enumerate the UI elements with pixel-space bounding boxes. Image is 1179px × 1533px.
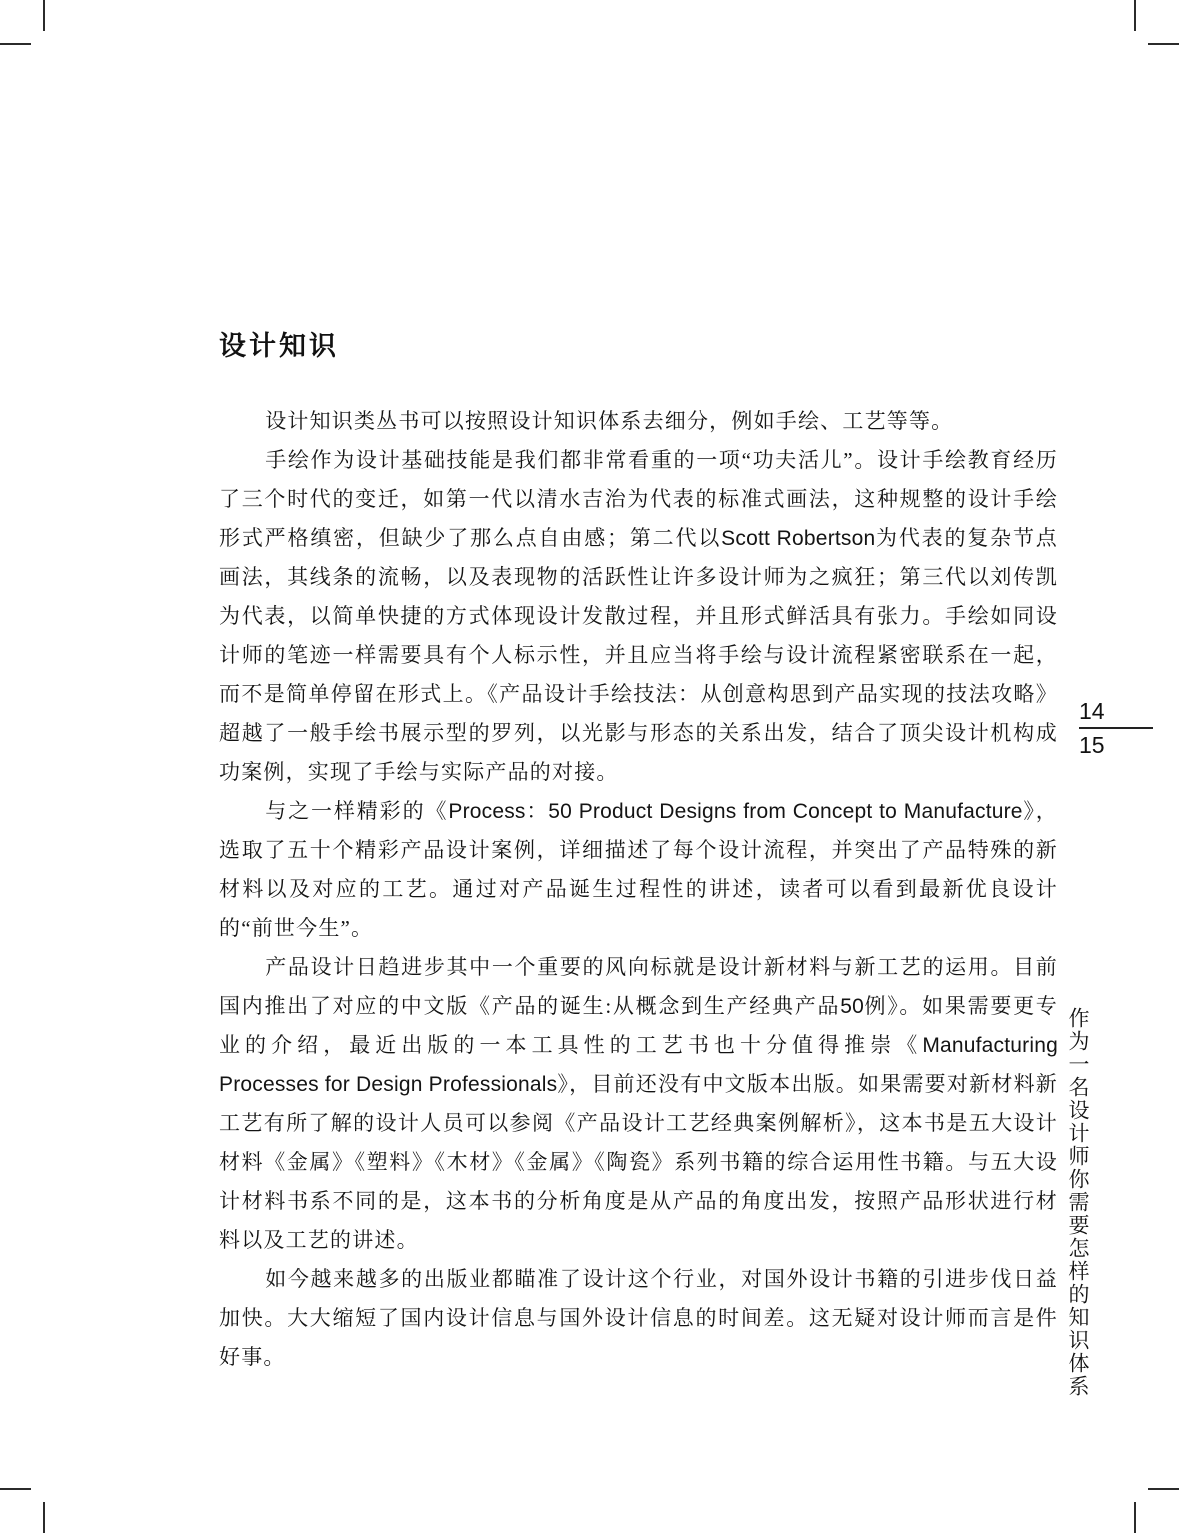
- paragraph: [219, 441, 1058, 792]
- chinese-text-segment: 与之一样精彩的《: [265, 799, 449, 823]
- chinese-text-segment: 为代表的复杂节点画法，其线条的流畅，以及表现物的活跃性让许多设计师为之疯狂；第三代以刘传凯为代表，以简单快捷的方式体现设计发散过程，并且形式鲜活具有张力。手绘如同设计师的笔迹一样需要具有个人标示性，并且应当将手绘与设计流程紧密联系在一起，而不是简单停留在形式上。《产品设计手绘技法：从创意构思到产品实现的技法攻略》超越了一般手绘书展示型的罗列，以光影与形态的关系出发，结合了顶尖设计机构成功案例，实现了手绘与实际产品的对接。: [219, 526, 1058, 784]
- page-title: 设计知识: [219, 331, 339, 361]
- crop-mark-top-right-horizontal: [1148, 43, 1179, 45]
- crop-mark-top-left-vertical: [43, 0, 45, 31]
- latin-text-segment: Process：50 Product Designs from Concept to Manufacture: [448, 800, 1023, 823]
- latin-text-segment: Manufacturing Processes for Design Professionals: [219, 1034, 1058, 1096]
- latin-text-segment: Scott Robertson: [721, 527, 876, 550]
- chinese-text-segment: 》，目前还没有中文版本出版。如果需要对新材料新工艺有所了解的设计人员可以参阅《产品设计工艺经典案例解析》，这本书是五大设计材料《金属》《塑料》《木材》《金属》《陶瓷》系列书籍的综合运用性书籍。与五大设计材料书系不同的是，这本书的分析角度是从产品的角度出发，按照产品形状进行材料以及工艺的讲述。: [219, 1072, 1058, 1252]
- chinese-text-segment: 》，选取了五十个精彩产品设计案例，详细描述了每个设计流程，并突出了产品特殊的新材料以及对应的工艺。通过对产品诞生过程性的讲述，读者可以看到最新优良设计的“前世今生”。: [219, 799, 1058, 940]
- crop-mark-bottom-left-vertical: [43, 1502, 45, 1533]
- chinese-text-segment: 例》。如果需要更专业的介绍，最近出版的一本工具性的工艺书也十分值得推崇《: [219, 994, 1058, 1057]
- page-number-bottom: 15: [1079, 732, 1105, 758]
- paragraph: [219, 1260, 1058, 1377]
- page-number-divider: [1079, 727, 1153, 729]
- paragraph: [219, 792, 1058, 948]
- crop-mark-bottom-left-horizontal: [0, 1488, 31, 1490]
- crop-mark-top-left-horizontal: [0, 43, 31, 45]
- article-body: [219, 402, 1058, 1377]
- chinese-text-segment: 如今越来越多的出版业都瞄准了设计这个行业，对国外设计书籍的引进步伐日益加快。大大缩短了国内设计信息与国外设计信息的时间差。这无疑对设计师而言是件好事。: [219, 1267, 1058, 1369]
- chinese-text-segment: 设计知识类丛书可以按照设计知识体系去细分，例如手绘、工艺等等。: [265, 409, 954, 433]
- chapter-side-caption: 作为一名设计师你需要怎样的知识体系: [1066, 1007, 1089, 1398]
- chinese-text-segment: 手绘作为设计基础技能是我们都非常看重的一项“功夫活儿”。设计手绘教育经历了三个时代的变迁，如第一代以清水吉治为代表的标准式画法，这种规整的设计手绘形式严格缜密，但缺少了那么点自由感；第二代以: [219, 448, 1058, 550]
- crop-mark-top-right-vertical: [1134, 0, 1136, 31]
- latin-text-segment: 50: [840, 995, 864, 1018]
- crop-mark-bottom-right-horizontal: [1148, 1488, 1179, 1490]
- page-number-top: 14: [1079, 698, 1105, 724]
- paragraph: [219, 948, 1058, 1260]
- chinese-text-segment: 产品设计日趋进步其中一个重要的风向标就是设计新材料与新工艺的运用。目前国内推出了对应的中文版《产品的诞生:从概念到生产经典产品: [219, 955, 1058, 1018]
- page-number-block: [1079, 698, 1153, 759]
- paragraph: [219, 402, 1058, 441]
- crop-mark-bottom-right-vertical: [1134, 1502, 1136, 1533]
